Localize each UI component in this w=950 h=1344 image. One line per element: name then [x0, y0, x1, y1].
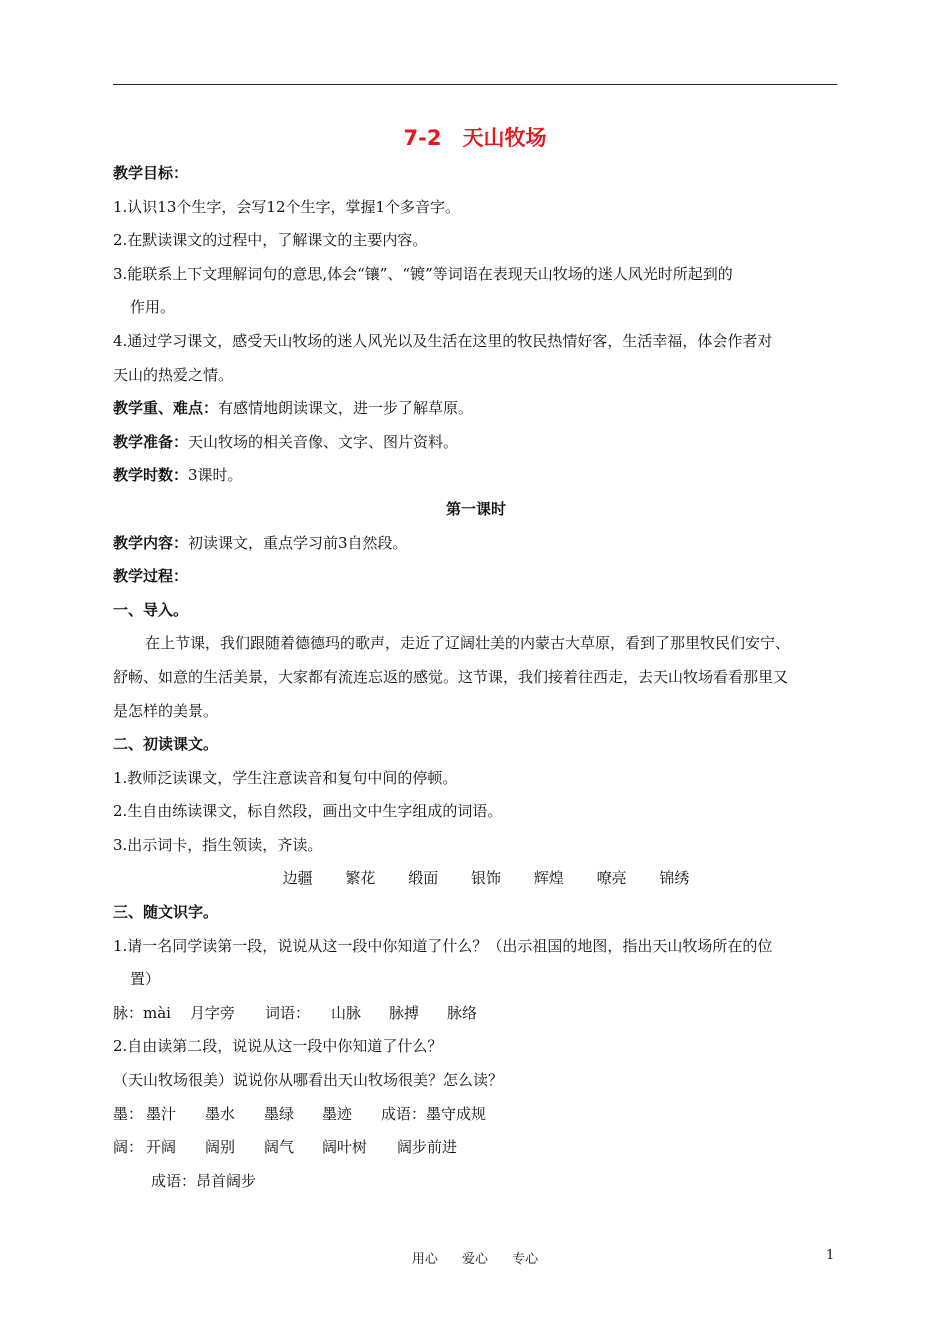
kuo-word: 开阔 [146, 1138, 177, 1157]
section-1-para-line-2: 舒畅、如意的生活美景，大家都有流连忘返的感觉。这节课，我们接着往西走，去天山牧场看看那里又 [113, 667, 789, 686]
section-3-heading: 三、随文识字。 [113, 903, 219, 922]
mo-word: 墨绿 [264, 1104, 295, 1123]
word-card: 繁花 [345, 869, 376, 888]
footer-word: 专心 [512, 1252, 539, 1267]
objective-4: 4.通过学习课文，感受天山牧场的迷人风光以及生活在这里的牧民热情好客，生活幸福，体会作者对 [113, 331, 773, 350]
document-body [113, 161, 839, 1202]
hours-text: 3课时。 [188, 466, 243, 485]
mo-word: 墨汁 [146, 1104, 177, 1123]
key-points-label: 教学重、难点： [113, 399, 219, 418]
objective-3: 3.能联系上下文理解词句的意思,体会“镶”、“镀”等词语在表现天山牧场的迷人风光时所起到的 [113, 264, 733, 283]
objectives-heading: 教学目标： [113, 164, 189, 182]
preparation [113, 430, 839, 464]
header-rule [113, 84, 837, 85]
word-card: 嘹亮 [596, 869, 627, 888]
prep-label: 教学准备： [113, 432, 189, 451]
mo-word: 墨迹 [322, 1104, 353, 1123]
page-number: 1 [826, 1248, 835, 1263]
objective-4-cont: 天山的热爱之情。 [113, 365, 234, 384]
section-2-item-2: 2.生自由练读课文，标自然段，画出文中生字组成的词语。 [113, 802, 503, 821]
mai-char: 脉：mài [113, 1003, 171, 1022]
mai-words-label: 词语： [265, 1003, 311, 1022]
lesson-heading: 第一课时 [445, 499, 506, 518]
kuo-line [113, 1135, 839, 1169]
mai-word: 脉搏 [389, 1003, 420, 1022]
section-1-para-line-1: 在上节课，我们跟随着德德玛的歌声，走近了辽阔壮美的内蒙古大草原，看到了那里牧民们安宁、 [145, 634, 791, 653]
mai-word: 脉络 [447, 1003, 478, 1022]
word-card: 锦绣 [659, 869, 690, 888]
section-3-q2b: （天山牧场很美）说说你从哪看出天山牧场很美？怎么读？ [113, 1071, 504, 1090]
word-card: 边疆 [282, 869, 313, 888]
kuo-word: 阔别 [205, 1138, 236, 1157]
section-1-para-line-3: 是怎样的美景。 [113, 701, 219, 720]
prep-text: 天山牧场的相关音像、文字、图片资料。 [188, 432, 459, 451]
teaching-hours [113, 463, 839, 497]
key-points-text: 有感情地朗读课文，进一步了解草原。 [218, 399, 474, 418]
word-card: 缎面 [408, 869, 439, 888]
footer-word: 爱心 [461, 1252, 488, 1267]
page-title: 7-2 天山牧场 [403, 126, 547, 150]
kuo-word: 阔步前进 [397, 1138, 458, 1157]
mai-radical: 月字旁 [190, 1003, 236, 1022]
section-3-q1-cont: 置） [130, 970, 161, 989]
section-2-item-3: 3.出示词卡，指生领读，齐读。 [113, 835, 323, 854]
hours-label: 教学时数： [113, 466, 189, 485]
word-cards [113, 866, 839, 900]
objective-1: 1.认识13个生字，会写12个生字，掌握1个多音字。 [113, 197, 461, 216]
mo-line [113, 1102, 839, 1136]
word-card: 银饰 [470, 869, 501, 888]
kuo-char: 阔： [113, 1138, 144, 1157]
teaching-content [113, 531, 839, 565]
content-label: 教学内容： [113, 533, 189, 552]
section-2-item-1: 1.教师泛读课文，学生注意读音和复句中间的停顿。 [113, 768, 458, 787]
mai-line [113, 1001, 839, 1035]
section-2-heading: 二、初读课文。 [113, 735, 219, 754]
content-text: 初读课文，重点学习前3自然段。 [188, 533, 408, 552]
process-heading: 教学过程： [113, 567, 189, 586]
objective-3-cont: 作用。 [130, 298, 176, 317]
kuo-word: 阔气 [264, 1138, 295, 1157]
mai-word: 山脉 [331, 1003, 362, 1022]
mo-idiom: 成语：墨守成规 [381, 1104, 487, 1123]
kuo-idiom: 成语：昂首阔步 [151, 1171, 257, 1190]
word-card: 辉煌 [533, 869, 564, 888]
objective-2: 2.在默读课文的过程中，了解课文的主要内容。 [113, 231, 428, 250]
mo-word: 墨水 [205, 1104, 236, 1123]
section-3-q2: 2.自由读第二段，说说从这一段中你知道了什么？ [113, 1037, 443, 1056]
section-3-q1: 1.请一名同学读第一段，说说从这一段中你知道了什么？（出示祖国的地图，指出天山牧场所在的位 [113, 936, 773, 955]
kuo-word: 阔叶树 [322, 1138, 368, 1157]
footer-word: 用心 [411, 1252, 438, 1267]
footer-motto [0, 1248, 950, 1267]
section-1-heading: 一、导入。 [113, 600, 189, 619]
mo-char: 墨： [113, 1104, 144, 1123]
key-points [113, 396, 839, 430]
